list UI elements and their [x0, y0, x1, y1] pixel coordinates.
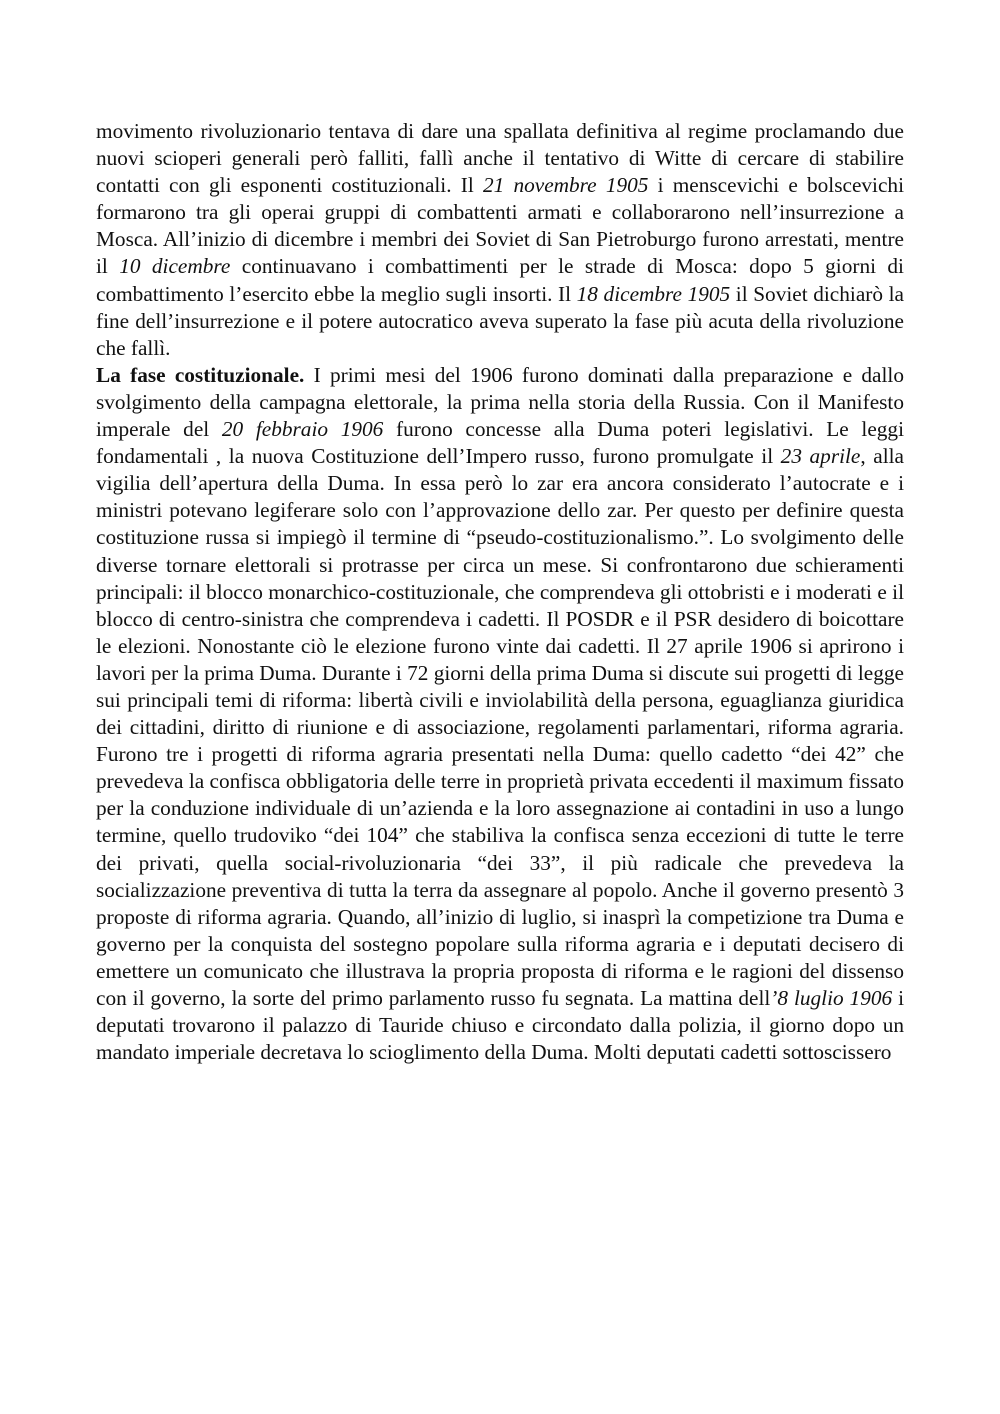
- text-segment: movimento rivoluzionario tentava di dare una spallata definitiva al regime proclamando due nuovi scioperi generali però falliti, fallì anche il tentativo di Witte di cercare di stabilire contatti con gli esponenti costituzionali. Il: [96, 119, 904, 198]
- text-segment: furono concesse alla Duma poteri legislativi. Le leggi fondamentali , la nuova Costituzione dell’Impero russo, furono promulgate il: [96, 417, 904, 469]
- document-page: [96, 118, 904, 1066]
- date-italic: 18 dicembre 1905: [576, 281, 731, 306]
- section-heading: La fase costituzionale.: [96, 362, 305, 387]
- date-italic: 10 dicembre: [119, 254, 231, 279]
- text-segment: i menscevichi e bolscevichi formarono tra gli operai gruppi di combattenti armati e collaborarono nell’insurrezione a Mosca. All’inizio di dicembre i membri dei Soviet di San Pietroburgo furono arrestati, mentre il: [96, 173, 904, 279]
- text-segment: I primi mesi del 1906 furono dominati dalla preparazione e dallo svolgimento della campagna elettorale, la prima nella storia della Russia. Con il Manifesto imperale del: [96, 362, 904, 442]
- date-italic: 23 aprile: [780, 444, 861, 469]
- paragraph-revolution: [96, 118, 904, 362]
- text-segment: continuavano i combattimenti per le strade di Mosca: dopo 5 giorni di combattimento l’esercito ebbe la meglio sugli insorti. Il: [96, 254, 904, 306]
- text-segment: i deputati trovarono il palazzo di Tauride chiuso e circondato dalla polizia, il giorno dopo un mandato imperiale decretava lo scioglimento della Duma. Molti deputati cadetti sottoscissero: [96, 986, 904, 1065]
- date-italic: ’8 luglio 1906: [770, 986, 893, 1010]
- paragraph-constitutional-phase: [96, 362, 904, 1066]
- date-italic: 21 novembre 1905: [482, 173, 649, 198]
- text-segment: , alla vigilia dell’apertura della Duma. In essa però lo zar era ancora considerato l’autocrate e i ministri potevano legiferare solo con l’approvazione dello zar. Per questo per definire questa costituzione russa si impiegò il termine di “pseudo-costituzionalismo.”. Lo svolgimento delle diverse tornare elettorali si protrasse per circa un mese. Si confrontarono due schieramenti principali: il blocco monarchico-costituzionale, che comprendeva gli ottobristi e i moderati e il blocco di centro-sinistra che comprendeva i cadetti. Il POSDR e il PSR desidero di boicottare le elezioni. Nonostante ciò le elezione furono vinte dai cadetti. Il 27 aprile 1906 si aprirono i lavori per la prima Duma. Durante i 72 giorni della prima Duma si discute sui progetti di legge sui principali temi di riforma: libertà civili e inviolabilità della persona, eguaglianza giuridica dei cittadini, diritto di riunione e di associazione, regolamenti parlamentari, riforma agraria. Furono tre i progetti di riforma agraria presentati nella Duma: quello cadetto “dei 42” che prevedeva la confisca obbligatoria delle terre in proprietà privata eccedenti il maximum fissato per la conduzione individuale di un’azienda e la loro assegnazione ai contadini in uso a lungo termine, quello trudoviko “dei 104” che stabiliva la confisca senza eccezioni di tutte le terre dei privati, quella social-rivoluzionaria “dei 33”, il più radicale che prevedeva la socializzazione preventiva di tutta la terra da assegnare al popolo. Anche il governo presentò 3 proposte di riforma agraria. Quando, all’inizio di luglio, si inasprì la competizione tra Duma e governo per la conquista del sostegno popolare sulla riforma agraria e i deputati decisero di emettere un comunicato che illustrava la propria proposta di riforma e le ragioni del dissenso con il governo, la sorte del primo parlamento russo fu segnata. La mattina dell: [96, 444, 905, 1010]
- text-segment: il Soviet dichiarò la fine dell’insurrezione e il potere autocratico aveva superato la fase più acuta della rivoluzione che fallì.: [96, 281, 904, 360]
- date-italic: 20 febbraio 1906: [221, 417, 384, 442]
